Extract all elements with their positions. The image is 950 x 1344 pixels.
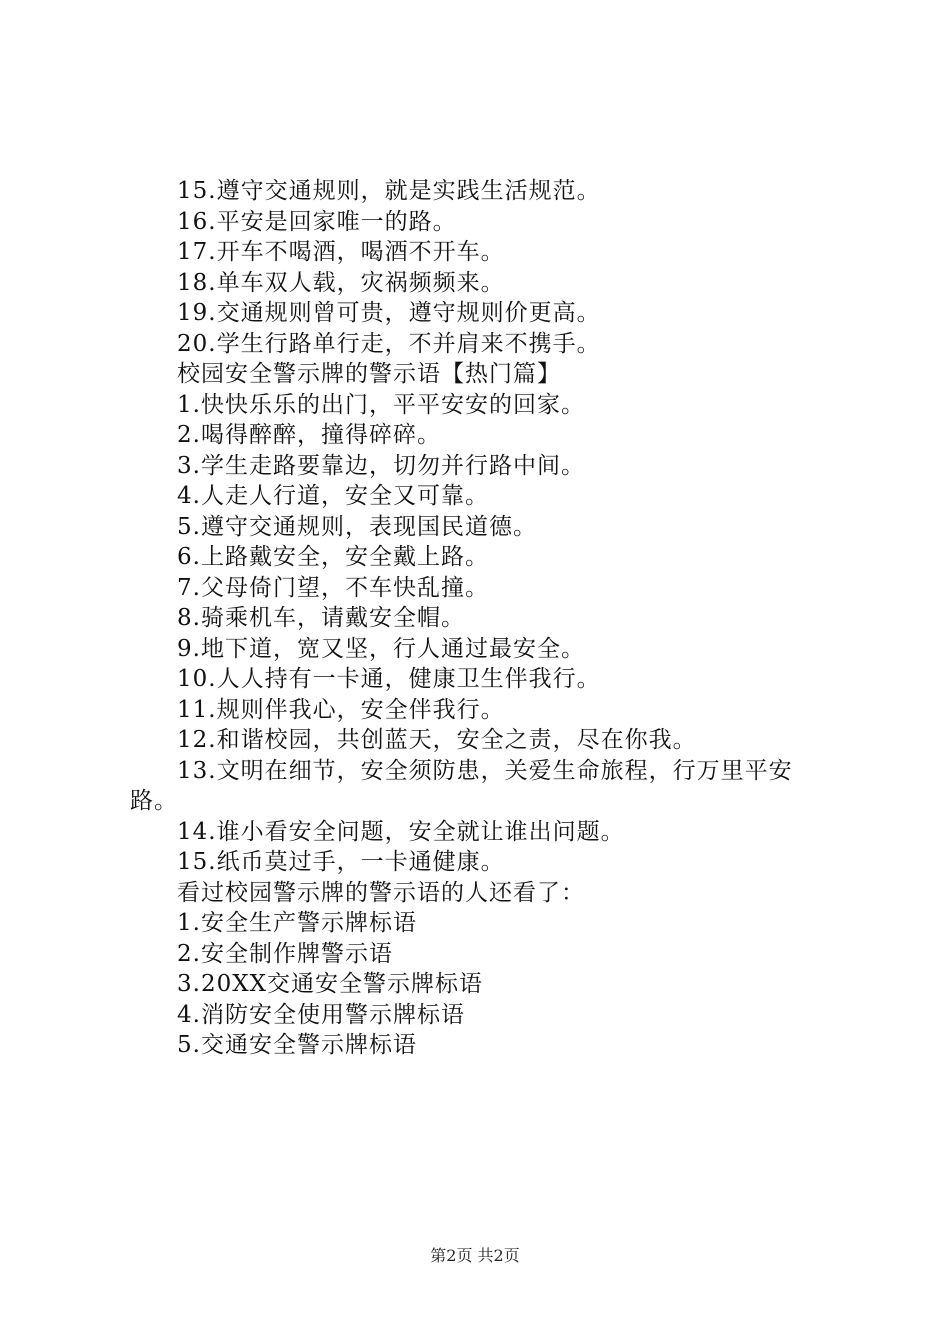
related-item: 1.安全生产警示牌标语 [177,910,417,936]
text-line: 19.交通规则曾可贵，遵守规则价更高。 [177,300,601,326]
text-line: 7.父母倚门望，不车快乱撞。 [177,574,489,601]
text-line: 9.地下道，宽又坚，行人通过最安全。 [177,635,585,662]
section-heading: 校园安全警示牌的警示语【热门篇】 [177,361,561,387]
text-line: 11.规则伴我心，安全伴我行。 [177,696,505,723]
text-line: 16.平安是回家唯一的路。 [177,208,457,235]
related-item: 2.安全制作牌警示语 [177,940,393,967]
related-item: 4.消防安全使用警示牌标语 [177,1001,465,1028]
text-line: 15.纸币莫过手，一卡通健康。 [177,849,505,875]
text-line: 4.人走人行道，安全又可靠。 [177,483,489,509]
text-line: 17.开车不喝酒，喝酒不开车。 [177,239,505,265]
text-line: 20.学生行路单行走，不并肩来不携手。 [177,330,601,357]
text-line: 10.人人持有一卡通，健康卫生伴我行。 [177,666,601,692]
text-line: 5.遵守交通规则，表现国民道德。 [177,513,537,540]
text-line: 13.文明在细节，安全须防患，关爱生命旅程，行万里平安路。 [130,757,793,814]
text-line: 6.上路戴安全，安全戴上路。 [177,544,489,570]
related-item: 3.20XX交通安全警示牌标语 [177,971,483,997]
related-item: 5.交通安全警示牌标语 [177,1032,417,1058]
text-line: 14.谁小看安全问题，安全就让谁出问题。 [177,818,625,845]
text-line: 8.骑乘机车，请戴安全帽。 [177,605,465,631]
related-heading: 看过校园警示牌的警示语的人还看了： [177,879,585,906]
page-number-footer: 第2页 共2页 [430,1246,520,1265]
text-line: 12.和谐校园，共创蓝天，安全之责，尽在你我。 [177,727,697,753]
text-line: 2.喝得醉醉，撞得碎碎。 [177,422,441,448]
text-line: 18.单车双人载，灾祸频频来。 [177,269,505,296]
document-body [130,176,840,1061]
text-line: 1.快快乐乐的出门，平平安安的回家。 [177,391,585,418]
text-line: 15.遵守交通规则，就是实践生活规范。 [177,178,601,204]
text-line: 3.学生走路要靠边，切勿并行路中间。 [177,452,585,479]
